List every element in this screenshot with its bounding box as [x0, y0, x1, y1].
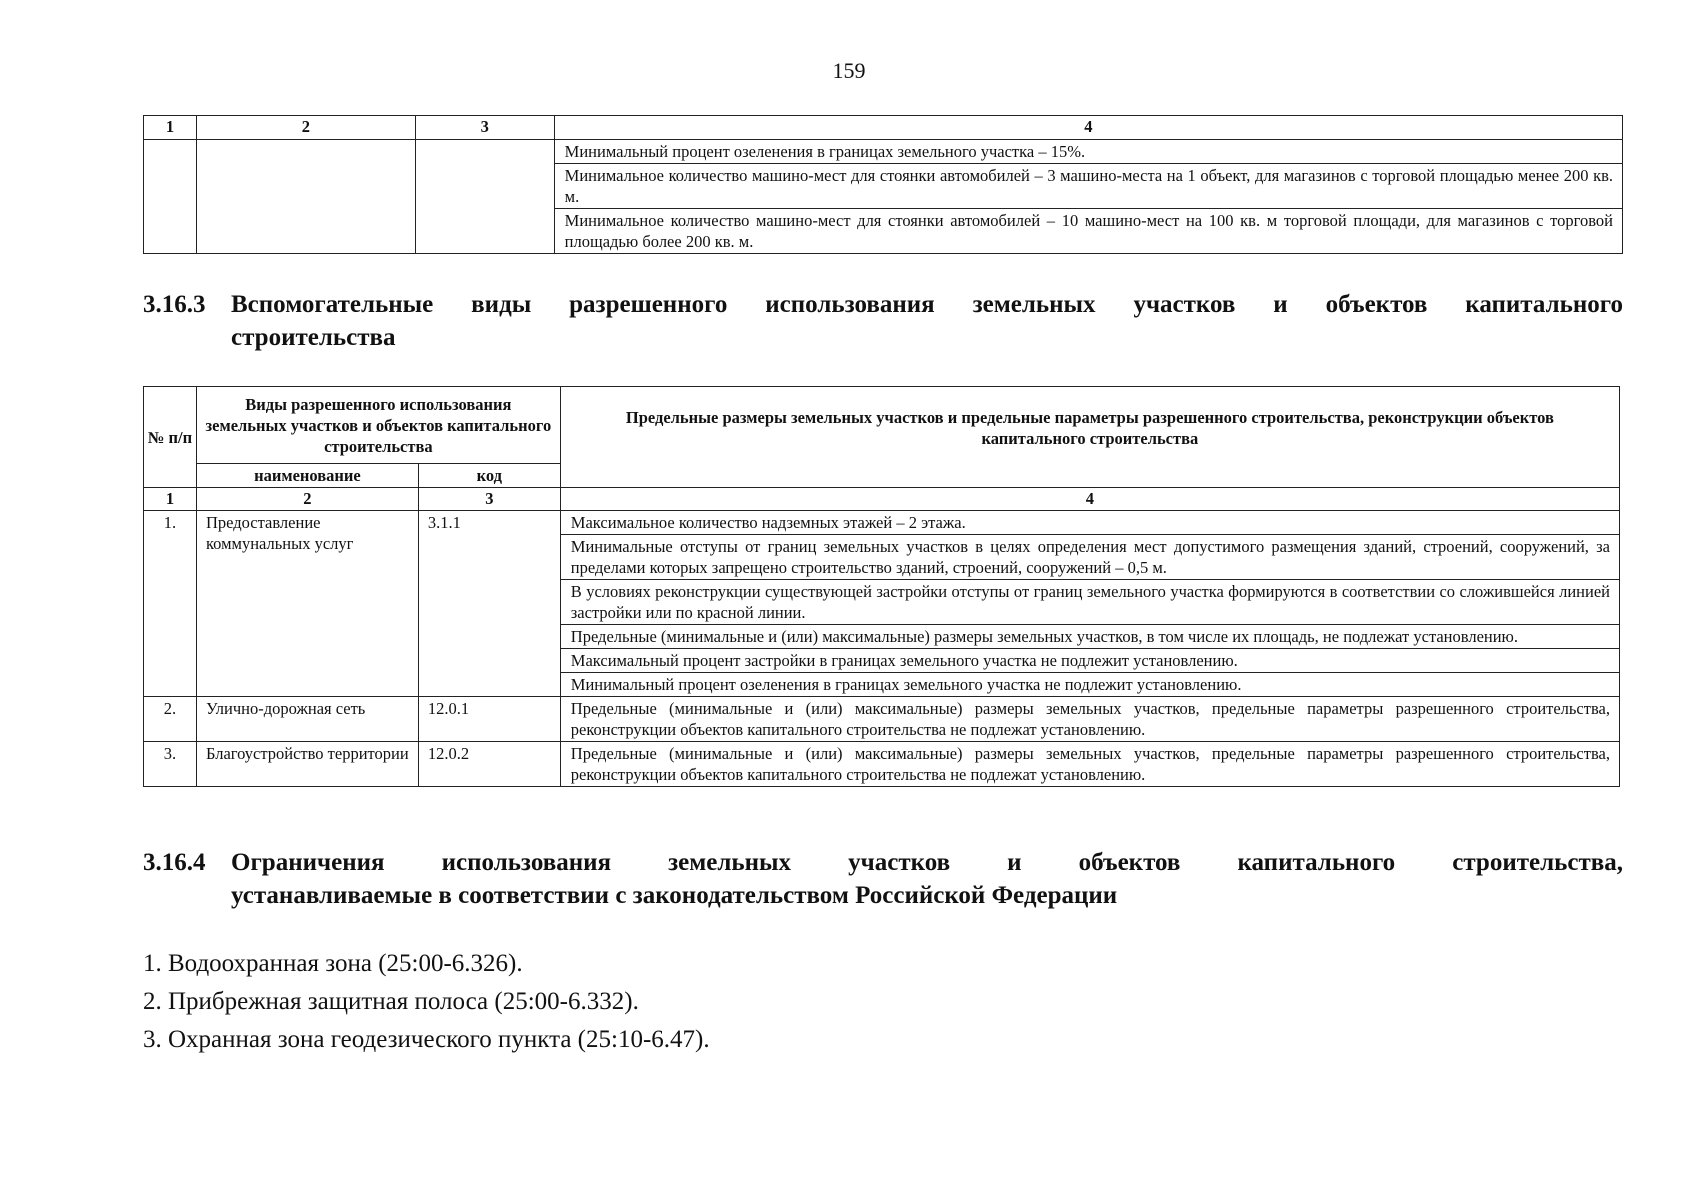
- table-header-row: [144, 116, 1623, 140]
- table-row: [144, 742, 1620, 787]
- use-name: Благоустройство территории: [196, 742, 418, 787]
- header-cell: 4: [554, 116, 1622, 140]
- row-number: 2.: [144, 697, 197, 742]
- param-cell: Предельные (минимальные и (или) максимальные) размеры земельных участков, предельные параметры разрешенного строительства, реконструкции объектов капитального строительства не подлежат установлению.: [560, 697, 1619, 742]
- section-number: 3.16.4: [143, 849, 206, 876]
- continuation-table: [143, 115, 1623, 254]
- use-name: Предоставление коммунальных услуг: [196, 511, 418, 697]
- empty-cell: [196, 140, 415, 254]
- param-cell: Минимальный процент озеленения в границах земельного участка – 15%.: [554, 140, 1622, 164]
- section-title-line1: Вспомогательные виды разрешенного использования земельных участков и объектов капитального: [231, 291, 1623, 318]
- auxiliary-uses-table: [143, 386, 1620, 787]
- num-header: № п/п: [144, 387, 197, 488]
- param-cell: Минимальные отступы от границ земельных участков в целях определения мест допустимого размещения зданий, строений, сооружений, за пределами которых запрещено строительство зданий, строений, сооружений – 0,5 м.: [560, 535, 1619, 580]
- param-cell: Минимальный процент озеленения в границах земельного участка не подлежит установлению.: [560, 673, 1619, 697]
- header-cell: 1: [144, 116, 197, 140]
- table-row: [144, 140, 1623, 164]
- empty-cell: [144, 140, 197, 254]
- section-title-line1: Ограничения использования земельных участков и объектов капитального строительства,: [231, 849, 1623, 876]
- row-number: 3.: [144, 742, 197, 787]
- param-cell: Максимальный процент застройки в границах земельного участка не подлежит установлению.: [560, 649, 1619, 673]
- param-cell: Минимальное количество машино-мест для стоянки автомобилей – 3 машино-места на 1 объект, для магазинов с торговой площадью менее 200 кв. м.: [554, 164, 1622, 209]
- column-number: 4: [560, 488, 1619, 511]
- empty-cell: [415, 140, 554, 254]
- use-code: 3.1.1: [418, 511, 560, 697]
- param-cell: Минимальное количество машино-мест для стоянки автомобилей – 10 машино-мест на 100 кв. м торговой площади, для магазинов с торговой площадью более 200 кв. м.: [554, 209, 1622, 254]
- column-number-row: [144, 488, 1620, 511]
- table-header-row: [144, 387, 1620, 464]
- section-title-line2: устанавливаемые в соответствии с законодательством Российской Федерации: [231, 882, 1118, 909]
- header-cell: 3: [415, 116, 554, 140]
- name-header: наименование: [196, 464, 418, 488]
- restrictions-list: [143, 945, 710, 1059]
- header-cell: 2: [196, 116, 415, 140]
- section-heading-3-16-4: [143, 846, 1623, 912]
- limits-header: Предельные размеры земельных участков и предельные параметры разрешенного строительства, реконструкции объектов капитального строительства: [560, 387, 1619, 488]
- use-code: 12.0.2: [418, 742, 560, 787]
- column-number: 2: [196, 488, 418, 511]
- table-row: [144, 697, 1620, 742]
- page-number: 159: [832, 58, 866, 83]
- section-number: 3.16.3: [143, 291, 206, 318]
- use-code: 12.0.1: [418, 697, 560, 742]
- use-name: Улично-дорожная сеть: [196, 697, 418, 742]
- param-cell: Предельные (минимальные и (или) максимальные) размеры земельных участков, предельные параметры разрешенного строительства, реконструкции объектов капитального строительства не подлежат установлению.: [560, 742, 1619, 787]
- section-title-line2: строительства: [231, 324, 396, 351]
- column-number: 1: [144, 488, 197, 511]
- list-item: 3. Охранная зона геодезического пункта (25:10-6.47).: [143, 1026, 710, 1053]
- list-item: 2. Прибрежная защитная полоса (25:00-6.332).: [143, 988, 639, 1015]
- table-row: [144, 511, 1620, 535]
- param-cell: Предельные (минимальные и (или) максимальные) размеры земельных участков, в том числе их площадь, не подлежат установлению.: [560, 625, 1619, 649]
- row-number: 1.: [144, 511, 197, 697]
- code-header: код: [418, 464, 560, 488]
- column-number: 3: [418, 488, 560, 511]
- section-heading-3-16-3: [143, 288, 1623, 354]
- list-item: 1. Водоохранная зона (25:00-6.326).: [143, 950, 523, 977]
- param-cell: В условиях реконструкции существующей застройки отступы от границ земельного участка формируются в соответствии со сложившейся линией застройки или по красной линии.: [560, 580, 1619, 625]
- types-header: Виды разрешенного использования земельных участков и объектов капитального строительства: [196, 387, 560, 464]
- param-cell: Максимальное количество надземных этажей – 2 этажа.: [560, 511, 1619, 535]
